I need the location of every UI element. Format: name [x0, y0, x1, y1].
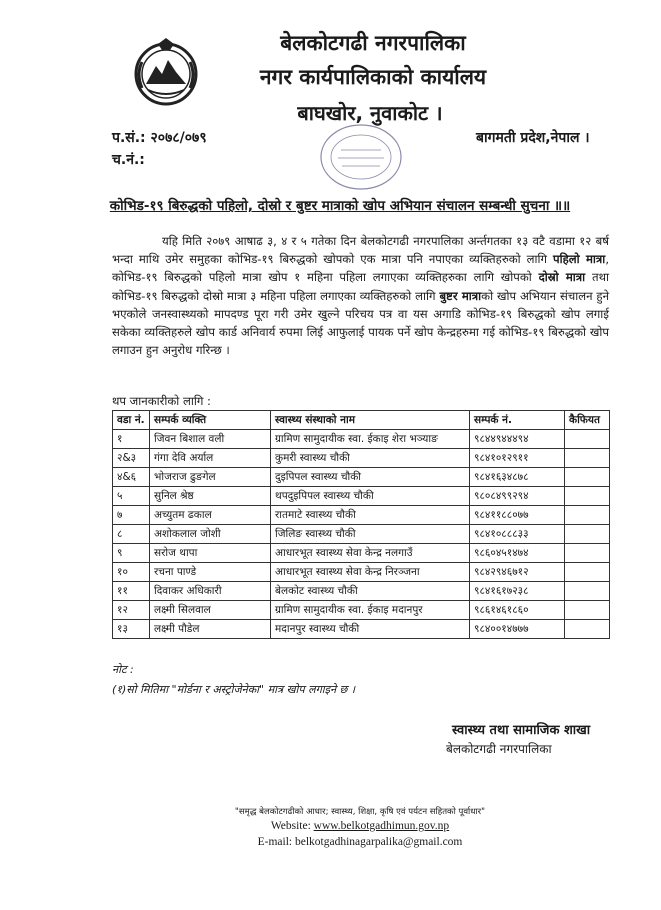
table-row [113, 487, 610, 506]
cell-ward: १० [113, 563, 150, 582]
table-header-row [113, 411, 610, 430]
cell-remarks [565, 563, 610, 582]
cell-institution: आधारभूत स्वास्थ्य सेवा केन्द्र निरञ्जना [271, 563, 470, 582]
cell-phone: ९८४२९४६७१२ [470, 563, 565, 582]
col-ward: वडा नं. [113, 411, 150, 430]
cell-person: गंगा देवि अर्याल [150, 449, 271, 468]
footer-website: Website: www.belkotgadhimun.gov.np [270, 820, 450, 832]
table-row [113, 525, 610, 544]
table-row [113, 563, 610, 582]
cell-ward: ११ [113, 582, 150, 601]
office-subtitle: नगर कार्यपालिकाको कार्यालय [259, 65, 487, 89]
cell-institution: कुमरी स्वास्थ्य चौकी [271, 449, 470, 468]
cell-ward: १३ [113, 620, 150, 639]
province-label: बागमती प्रदेश,नेपाल । [476, 130, 590, 146]
cell-remarks [565, 468, 610, 487]
cell-institution: थपदुइपिपल स्वास्थ्य चौकी [271, 487, 470, 506]
cell-ward: ९ [113, 544, 150, 563]
cell-institution: मदानपुर स्वास्थ्य चौकी [271, 620, 470, 639]
cell-phone: ९८६१४६१८६० [470, 601, 565, 620]
table-row [113, 506, 610, 525]
signature-section: स्वास्थ्य तथा सामाजिक शाखा [452, 723, 591, 738]
notice-subject: कोभिड-१९ बिरुद्धको पहिलो, दोस्रो र बुष्टर मात्राको खोप अभियान संचालन सम्बन्धी सुचना ॥॥ [109, 198, 571, 214]
cell-remarks [565, 582, 610, 601]
cell-phone: ९८४१६३४८७८ [470, 468, 565, 487]
cell-ward: १ [113, 430, 150, 449]
cell-person: भोजराज ढुङगेल [150, 468, 271, 487]
cell-remarks [565, 525, 610, 544]
cell-phone: ९८०८४९९२९४ [470, 487, 565, 506]
note-label: नोट : [112, 663, 134, 676]
cell-person: लक्ष्मी पौडेल [150, 620, 271, 639]
cell-person: दिवाकर अधिकारी [150, 582, 271, 601]
cell-remarks [565, 430, 610, 449]
cell-ward: ७ [113, 506, 150, 525]
cell-phone: ९८४१०१२९११ [470, 449, 565, 468]
notice-body: यहि मिति २०७९ आषाढ ३, ४ र ५ गतेका दिन बेलकोटगढी नगरपालिका अर्न्तगतका १३ वटै वडामा १२ बर्ष भन्दा माथि उमेर समुहका कोभिड-१९ बिरुद्धको खोपको एक मात्रा पनि नपाएका व्यक्तिहरुको लागि पहिलो मात्रा, कोभिड-१९ बिरुद्धको पहिलो मात्रा खोप १ महिना पहिला लगाएका व्यक्तिहरुका लागि खोपको दोस्रो मात्रा तथा कोभिड-१९ बिरुद्धको दोस्रो मात्रा ३ महिना पहिला लगाएका व्यक्तिहरुको लागि बुष्टर मात्राको खोप अभियान संचालन हुने भएकोले जनस्वास्थ्यको मापदण्ड पूरा गरी उमेर खुल्ने परिचय पत्र वा यस अगाडि कोभिड-१९ बिरुद्धको खोप लगाई सकेका व्यक्तिहरुले खोप कार्ड अनिवार्य रुपमा लिई आफुलाई पायक पर्ने खोप केन्द्रहरुमा गई कोभिड-१९ बिरुद्धको खोप लगाउन हुन अनुरोध गरिन्छ । [112, 234, 610, 358]
cell-person: सरोज थापा [150, 544, 271, 563]
contact-table [112, 410, 610, 639]
footer-motto: "समृद्ध बेलकोटगढीको आधार; स्वास्थ्य, शिक्षा, कृषि एवं पर्यटन सहितको पूर्वाधार" [234, 807, 486, 817]
cell-phone: ९८४१६१७२३८ [470, 582, 565, 601]
cell-person: लक्ष्मी सिलवाल [150, 601, 271, 620]
cell-ward: ४&६ [113, 468, 150, 487]
note-text: (१)सो मितिमा "मोर्डना र अस्ट्रोजेनेका" मात्र खोप लगाइने छ । [112, 683, 356, 696]
table-row [113, 601, 610, 620]
cell-ward: २&३ [113, 449, 150, 468]
cell-institution: बेलकोट स्वास्थ्य चौकी [271, 582, 470, 601]
dispatch-number: च.नं.: [112, 152, 145, 168]
government-emblem-logo [128, 34, 204, 110]
reference-number: प.सं.: २०७८/०७९ [112, 130, 207, 146]
office-name: बेलकोटगढी नगरपालिका [280, 31, 466, 55]
office-stamp [316, 120, 406, 194]
cell-institution: दुइपिपल स्वास्थ्य चौकी [271, 468, 470, 487]
cell-person: अशोकलाल जोशी [150, 525, 271, 544]
cell-institution: रातमाटे स्वास्थ्य चौकी [271, 506, 470, 525]
cell-person: रचना पाण्डे [150, 563, 271, 582]
cell-remarks [565, 601, 610, 620]
table-row [113, 544, 610, 563]
more-info-label: थप जानकारीको लागि : [112, 394, 211, 408]
footer-email: E-mail: belkotgadhinagarpalika@gmail.com [257, 836, 463, 848]
cell-person: सुनिल श्रेष्ठ [150, 487, 271, 506]
cell-remarks [565, 620, 610, 639]
cell-ward: १२ [113, 601, 150, 620]
cell-phone: ९८४००१४७७७ [470, 620, 565, 639]
cell-remarks [565, 449, 610, 468]
cell-person: अच्युतम ढकाल [150, 506, 271, 525]
cell-remarks [565, 544, 610, 563]
cell-institution: ग्रामिण सामुदायीक स्वा. ईकाइ मदानपुर [271, 601, 470, 620]
col-person: सम्पर्क व्यक्ति [150, 411, 271, 430]
table-row [113, 449, 610, 468]
col-phone: सम्पर्क नं. [470, 411, 565, 430]
table-row [113, 430, 610, 449]
cell-phone: ९८६०४५१४७४ [470, 544, 565, 563]
cell-phone: ९८४१०८८८३३ [470, 525, 565, 544]
table-row [113, 582, 610, 601]
cell-remarks [565, 487, 610, 506]
cell-institution: आधारभूत स्वास्थ्य सेवा केन्द्र नलगाउँ [271, 544, 470, 563]
office-address: बाघखोर, नुवाकोट । [297, 101, 443, 125]
cell-ward: ८ [113, 525, 150, 544]
cell-institution: जिलिङ स्वास्थ्य चौकी [271, 525, 470, 544]
cell-phone: ९८४४९४४४९४ [470, 430, 565, 449]
cell-institution: ग्रामिण सामुदायीक स्वा. ईकाइ शेरा भञ्याङ [271, 430, 470, 449]
cell-remarks [565, 506, 610, 525]
signature-office: बेलकोटगढी नगरपालिका [446, 742, 552, 756]
table-row [113, 468, 610, 487]
col-institution: स्वास्थ्य संस्थाको नाम [271, 411, 470, 430]
col-remarks: कैफियत [565, 411, 610, 430]
table-row [113, 620, 610, 639]
cell-ward: ५ [113, 487, 150, 506]
cell-person: जिवन बिशाल वली [150, 430, 271, 449]
cell-phone: ९८४११८८०७७ [470, 506, 565, 525]
website-link[interactable]: www.belkotgadhimun.gov.np [313, 820, 450, 832]
